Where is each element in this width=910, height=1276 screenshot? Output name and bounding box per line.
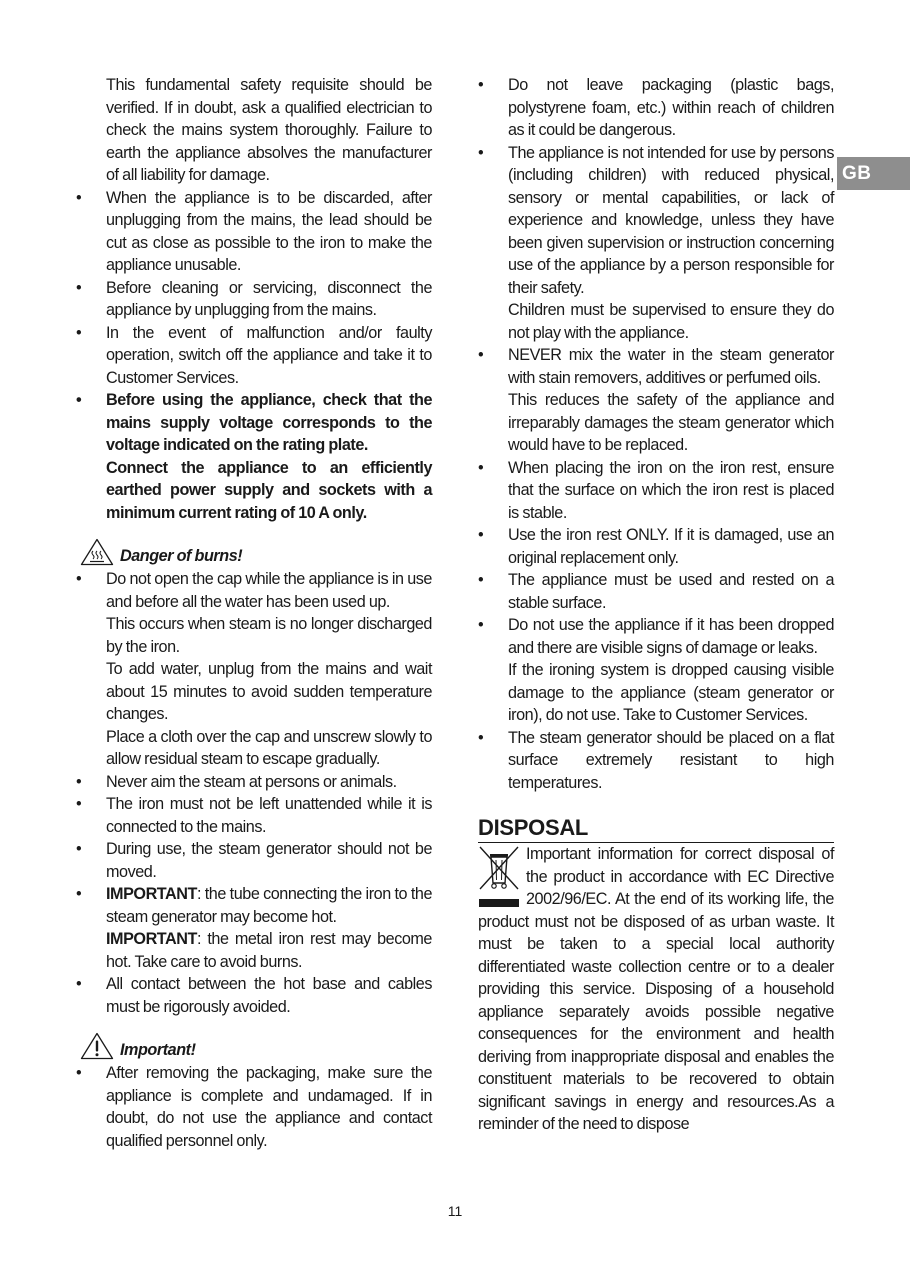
important-label: IMPORTANT [106, 885, 197, 903]
list-item: • The iron must not be left unattended while it is connected to the mains. [76, 793, 432, 838]
disposal-paragraph [478, 843, 834, 1136]
burns-heading [80, 540, 432, 566]
list-item: • When placing the iron on the iron rest, ensure that the surface on which the iron rest is placed is stable. [478, 457, 834, 525]
list-item-continuation: This occurs when steam is no longer discharged by the iron. [106, 615, 432, 656]
list-item: • All contact between the hot base and cables must be rigorously avoided. [76, 973, 432, 1018]
burns-title: Danger of burns! [120, 547, 243, 565]
list-item: • When the appliance is to be discarded, after unplugging from the mains, the lead should be cut as close as possible to the iron to make the appliance unusable. [76, 187, 432, 277]
warning-triangle-icon [80, 1032, 114, 1060]
list-item-continuation: Connect the appliance to an efficiently earthed power supply and sockets with a minimum current rating of 10 A only. [106, 458, 432, 522]
list-item: • Before cleaning or servicing, disconnect the appliance by unplugging from the mains. [76, 277, 432, 322]
disposal-heading: DISPOSAL [478, 814, 834, 843]
list-item-continuation: To add water, unplug from the mains and wait about 15 minutes to avoid sudden temperature changes. [106, 660, 432, 723]
list-item-continuation: If the ironing system is dropped causing visible damage to the appliance (steam generator or iron), do not use. Take to Customer Services. [508, 661, 834, 724]
list-item: • Before using the appliance, check that the mains supply voltage corresponds to the voltage indicated on the rating plate. [76, 389, 432, 457]
list-item: • Never aim the steam at persons or animals. [76, 771, 432, 794]
list-item-continuation: This reduces the safety of the appliance and irreparably damages the steam generator which would have to be replaced. [508, 391, 834, 454]
list-item: • NEVER mix the water in the steam generator with stain removers, additives or perfumed oils. [478, 344, 834, 389]
hot-surface-warning-icon [80, 538, 114, 566]
list-item: • Do not open the cap while the appliance is in use and before all the water has been used up. [76, 568, 432, 613]
list-item: • After removing the packaging, make sure the appliance is complete and undamaged. If in doubt, do not use the appliance and contact qualified personnel only. [76, 1062, 432, 1152]
important-heading [80, 1034, 432, 1060]
language-tab: GB [837, 157, 910, 190]
list-item-continuation: Children must be supervised to ensure they do not play with the appliance. [508, 301, 834, 342]
list-item: • The steam generator should be placed on a flat surface extremely resistant to high temperatures. [478, 727, 834, 795]
right-column [478, 74, 834, 1136]
list-item: • In the event of malfunction and/or faulty operation, switch off the appliance and take it to Customer Services. [76, 322, 432, 390]
list-item-continuation: Place a cloth over the cap and unscrew slowly to allow residual steam to escape gradually. [106, 727, 432, 768]
important-title: Important! [120, 1041, 196, 1059]
list-item: • The appliance is not intended for use by persons (including children) with reduced physical, sensory or mental capabilities, or lack of experience and knowledge, unless they have been given supervision or instruction concerning use of the appliance by a person responsible for their safety. [478, 142, 834, 300]
important-label: IMPORTANT [106, 930, 197, 948]
list-item: • Use the iron rest ONLY. If it is damaged, use an original replacement only. [478, 524, 834, 569]
important-text: : the metal iron rest may become hot. Take care to avoid burns. [106, 930, 432, 971]
list-item: • Do not use the appliance if it has been dropped and there are visible signs of damage or leaks. [478, 614, 834, 659]
important-text: : the tube connecting the iron to the steam generator may become hot. [106, 885, 432, 926]
page-number: 11 [447, 1203, 463, 1219]
list-item: • Do not leave packaging (plastic bags, polystyrene foam, etc.) within reach of children as it could be dangerous. [478, 74, 834, 142]
list-item: • The appliance must be used and rested on a stable surface. [478, 569, 834, 614]
list-item [76, 883, 432, 928]
list-item-continuation [76, 928, 432, 973]
disposal-text: Important information for correct disposal of the product in accordance with EC Directive 2002/96/EC. At the end of its working life, the product must not be disposed of as urban waste. It must be taken to a special local authority differentiated waste collection centre or to a dealer providing this service. Disposing of a household appliance separately avoids possible negative consequences for the environment and health deriving from inappropriate disposal and enables the constituent materials to be recovered to obtain significant savings in energy and resources.As a reminder of the need to dispose [478, 845, 834, 1133]
earth-requisite-paragraph: This fundamental safety requisite should be verified. If in doubt, ask a qualified electrician to check the mains system thoroughly. Failure to earth the appliance absolves the manufacturer of all liability for damage. [106, 76, 432, 184]
crossed-bin-icon [478, 845, 522, 909]
list-item: • During use, the steam generator should not be moved. [76, 838, 432, 883]
left-column [76, 74, 432, 1152]
